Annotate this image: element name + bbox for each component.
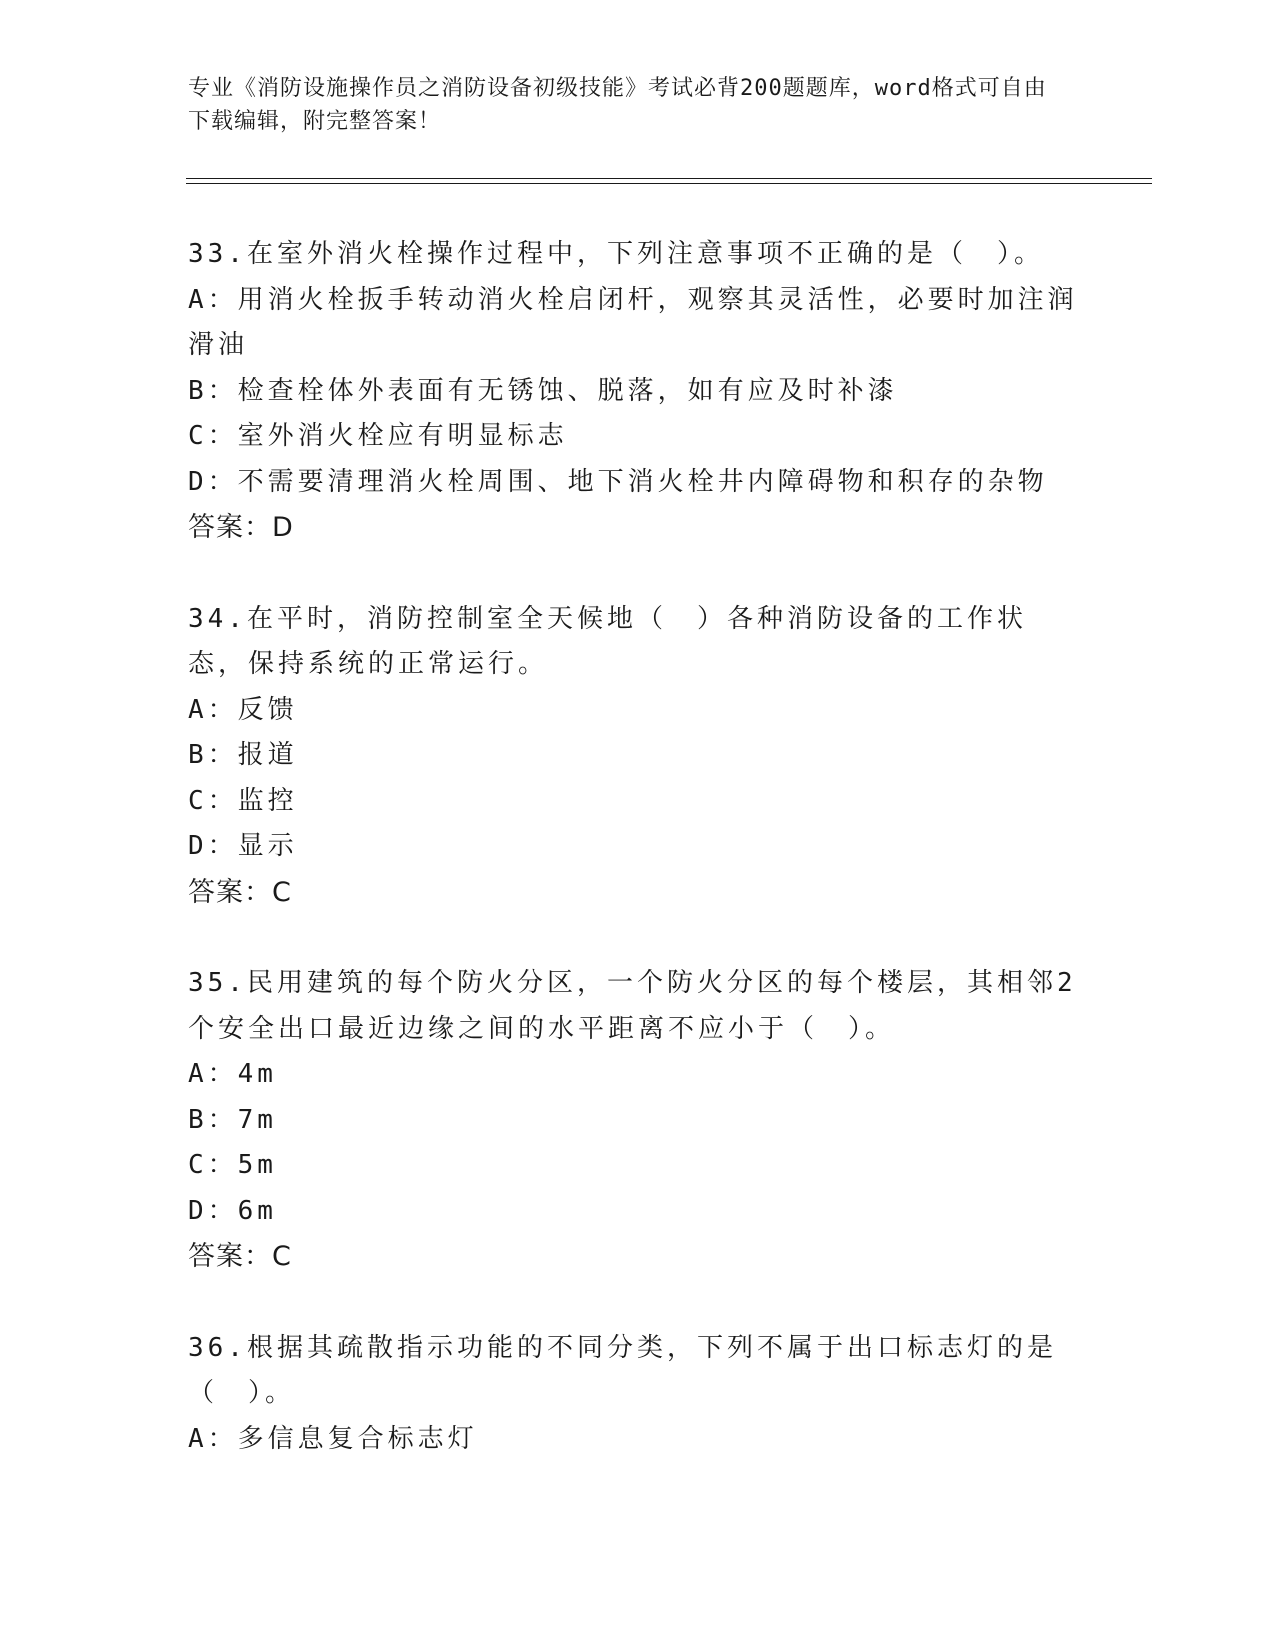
option-d: D：不需要清理消火栓周围、地下消火栓井内障碍物和积存的杂物 xyxy=(188,466,1048,497)
question-stem: 36.根据其疏散指示功能的不同分类，下列不属于出口标志灯的是（ ）。 xyxy=(188,1332,1057,1408)
option-b: B：7m xyxy=(188,1104,277,1135)
header-divider-bottom xyxy=(186,183,1152,184)
option-b: B：报道 xyxy=(188,740,298,770)
option-a: A：用消火栓扳手转动消火栓启闭杆，观察其灵活性，必要时加注润滑油 xyxy=(188,284,1078,360)
answer-label: 答案：D xyxy=(188,512,294,543)
document-header: 专业《消防设施操作员之消防设备初级技能》考试必背200题题库，word格式可自由下载编辑，附完整答案！ xyxy=(188,76,1047,134)
header-divider-top xyxy=(186,178,1152,179)
option-a: A：反馈 xyxy=(188,694,298,725)
option-c: C：监控 xyxy=(188,785,298,816)
question-36 xyxy=(188,1326,1078,1463)
question-stem: 33.在室外消火栓操作过程中，下列注意事项不正确的是（ ）。 xyxy=(188,239,1044,269)
question-33 xyxy=(188,232,1078,551)
answer-label: 答案：C xyxy=(188,1241,292,1272)
question-35 xyxy=(188,961,1078,1280)
option-c: C：5m xyxy=(188,1150,277,1180)
question-stem: 35.民用建筑的每个防火分区，一个防火分区的每个楼层，其相邻2个安全出口最近边缘之间的水平距离不应小于（ ）。 xyxy=(188,968,1077,1044)
question-list xyxy=(188,232,1078,1508)
option-c: C：室外消火栓应有明显标志 xyxy=(188,421,568,451)
option-d: D：6m xyxy=(188,1195,277,1226)
option-a: A：4m xyxy=(188,1059,277,1089)
question-34 xyxy=(188,597,1078,916)
option-b: B：检查栓体外表面有无锈蚀、脱落，如有应及时补漆 xyxy=(188,375,898,406)
option-a: A：多信息复合标志灯 xyxy=(188,1423,478,1454)
question-stem: 34.在平时，消防控制室全天候地（ ）各种消防设备的工作状态，保持系统的正常运行。 xyxy=(188,603,1027,679)
answer-label: 答案：C xyxy=(188,876,292,908)
option-d: D：显示 xyxy=(188,831,298,861)
